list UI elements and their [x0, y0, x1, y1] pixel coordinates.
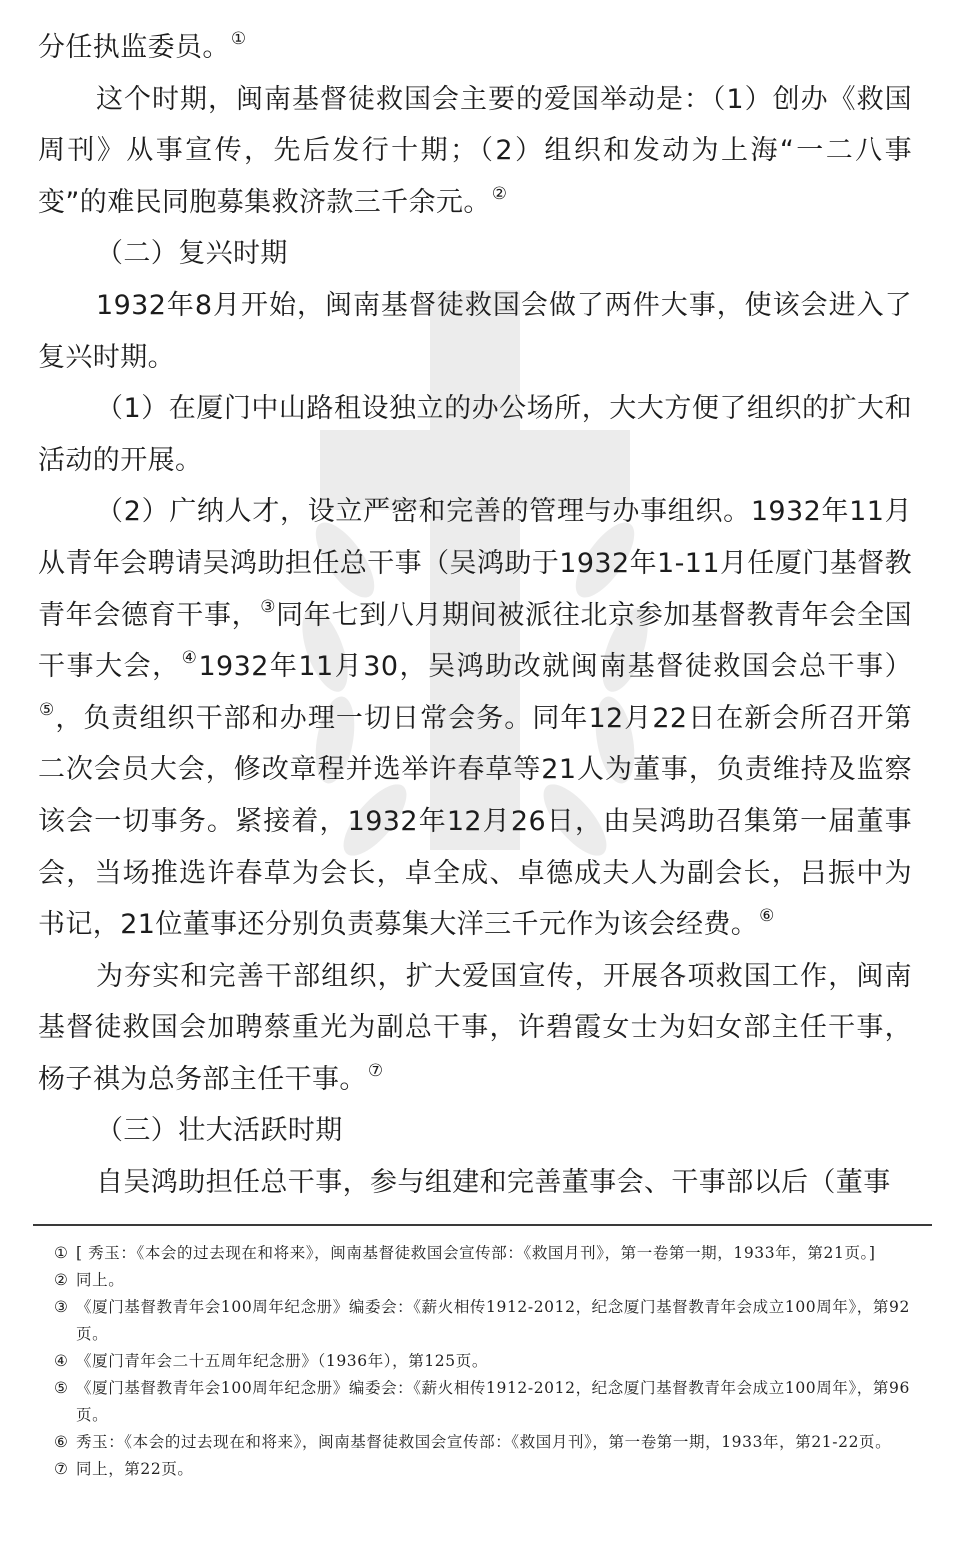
footnote-ref: ⑤ — [39, 699, 56, 720]
footnote-text: 同上。 — [76, 1271, 125, 1289]
footnote-number: ⑤ — [54, 1379, 69, 1397]
paragraph-6: 为夯实和完善干部组织，扩大爱国宣传，开展各项救国工作，闽南基督徒救国会加聘蔡重光为副总干事，许碧霞女士为妇女部主任干事，杨子祺为总务部主任干事。⑦ — [38, 960, 912, 1095]
footnote-ref: ④ — [181, 648, 199, 669]
paragraph-1: 分任执监委员。① — [38, 29, 247, 63]
footnote-text: 《厦门青年会二十五周年纪念册》（1936年），第125页。 — [76, 1352, 488, 1370]
footnote-number: ④ — [54, 1352, 69, 1370]
footnote-item — [54, 1267, 924, 1294]
footnote-ref: ① — [230, 29, 247, 49]
footnote-ref: ③ — [260, 596, 277, 617]
main-text — [38, 22, 912, 1209]
footnote-ref: ⑥ — [759, 906, 775, 927]
footnote-text: 同上，第22页。 — [76, 1460, 194, 1478]
footnote-item — [54, 1348, 924, 1375]
footnote-number: ⑦ — [54, 1460, 69, 1478]
footnote-ref: ⑦ — [367, 1060, 384, 1081]
paragraph-2: 这个时期，闽南基督徒救国会主要的爱国举动是：（1）创办《救国周刊》从事宣传，先后发行十期；（2）组织和发动为上海“一二八事变”的难民同胞募集救济款三千余元。② — [38, 83, 912, 218]
footnote-ref: ② — [491, 183, 508, 204]
footnote-item — [54, 1429, 924, 1456]
footnotes — [54, 1240, 924, 1483]
footnote-item — [54, 1375, 924, 1429]
footnote-number: ③ — [54, 1298, 69, 1316]
paragraph-4: （1）在厦门中山路租设独立的办公场所，大大方便了组织的扩大和活动的开展。 — [38, 393, 912, 476]
footnote-text: 《厦门基督教青年会100周年纪念册》编委会：《薪火相传1912-2012，纪念厦门基督教青年会成立100周年》，第92页。 — [76, 1298, 910, 1343]
footnote-text: [ 秀玉：《本会的过去现在和将来》，闽南基督徒救国会宣传部：《救国月刊》，第一卷第一期，1933年，第21页。] — [76, 1244, 876, 1262]
section-heading-revival: （二）复兴时期 — [96, 238, 288, 270]
footnote-number: ⑥ — [54, 1433, 69, 1451]
paragraph-5: （2）广纳人才，设立严密和完善的管理与办事组织。1932年11月从青年会聘请吴鸿助担任总干事（吴鸿助于1932年1-11月任厦门基督教青年会德育干事，③同年七到八月期间被派往北京参加基督教青年会全国干事大会，④1932年11月30，吴鸿助改就闽南基督徒救国会总干事）⑤，负责组织干部和办理一切日常会务。同年12月22日在新会所召开第二次会员大会，修改章程并选举许春草等21人为董事，负责维持及监察该会一切事务。紧接着，1932年12月26日，由吴鸿助召集第一届董事会，当场推选许春草为会长，卓全成、卓德成夫人为副会长，吕振中为书记，21位董事还分别负责募集大洋三千元作为该会经费。⑥ — [38, 496, 913, 941]
footnote-number: ① — [54, 1244, 69, 1262]
footnote-item — [54, 1240, 924, 1267]
footnote-item — [54, 1456, 924, 1483]
paragraph-3: 1932年8月开始，闽南基督徒救国会做了两件大事，使该会进入了复兴时期。 — [38, 289, 912, 373]
footnote-item — [54, 1294, 924, 1348]
footnote-number: ② — [54, 1271, 69, 1289]
paragraph-7: 自吴鸿助担任总干事，参与组建和完善董事会、干事部以后（董事 — [96, 1167, 891, 1199]
footnote-text: 《厦门基督教青年会100周年纪念册》编委会：《薪火相传1912-2012，纪念厦门基督教青年会成立100周年》，第96页。 — [76, 1379, 910, 1424]
footnote-text: 秀玉：《本会的过去现在和将来》，闽南基督徒救国会宣传部：《救国月刊》，第一卷第一期，1933年，第21-22页。 — [76, 1433, 892, 1451]
footnote-divider — [33, 1224, 932, 1226]
section-heading-growth: （三）壮大活跃时期 — [96, 1115, 343, 1147]
